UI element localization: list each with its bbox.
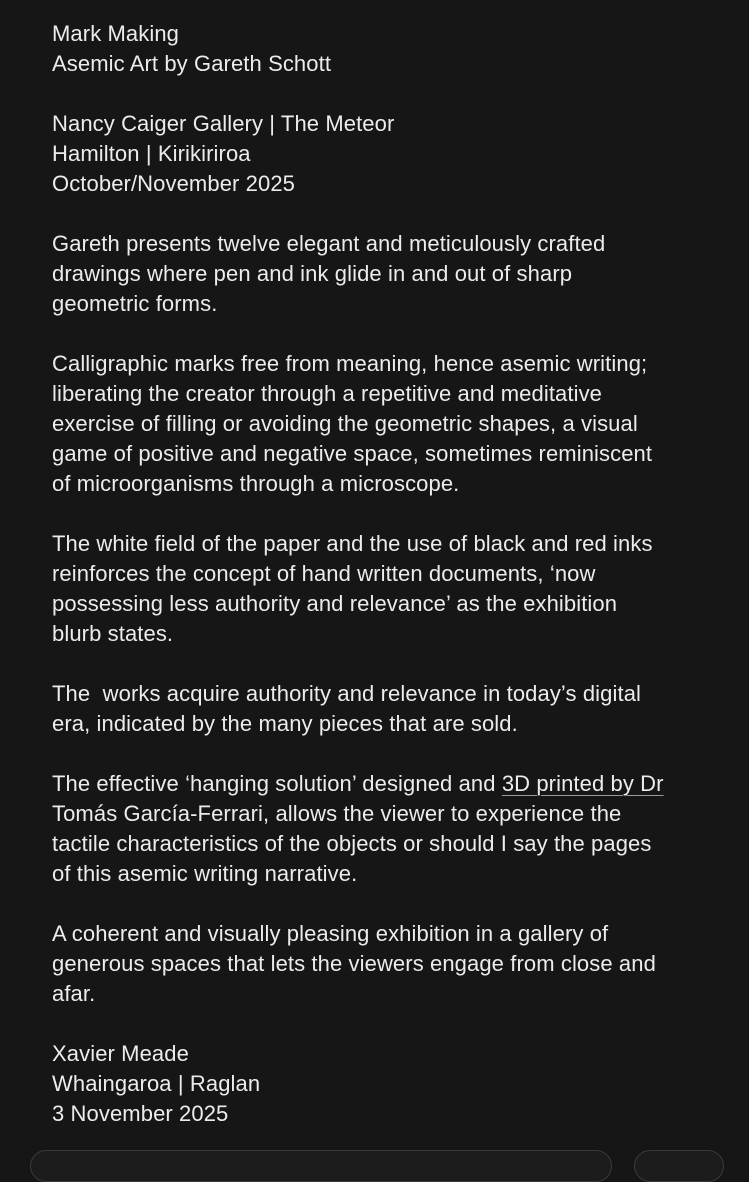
paragraph-1: [52, 229, 732, 319]
paragraph-line: The white field of the paper and the use of black and red inks: [52, 531, 653, 556]
paragraph-line: era, indicated by the many pieces that are sold.: [52, 711, 518, 736]
article-body: [52, 19, 732, 1129]
paragraph-line: of this asemic writing narrative.: [52, 861, 358, 886]
paragraph-line: The works acquire authority and relevance in today’s digital: [52, 681, 642, 706]
venue-dates: October/November 2025: [52, 171, 296, 196]
paragraph-line: liberating the creator through a repetitive and meditative: [52, 381, 603, 406]
paragraph-line: reinforces the concept of hand written documents, ‘now: [52, 561, 596, 586]
paragraph-line: Tomás García-Ferrari, allows the viewer to experience the: [52, 801, 622, 826]
paragraph-4: [52, 679, 732, 739]
venue-city: Hamilton | Kirikiriroa: [52, 141, 251, 166]
paragraph-line: afar.: [52, 981, 96, 1006]
signature: [52, 1039, 732, 1129]
paragraph-line: A coherent and visually pleasing exhibition in a gallery of: [52, 921, 609, 946]
exhibition-heading: [52, 19, 732, 79]
signature-location: Whaingaroa | Raglan: [52, 1071, 261, 1096]
paragraph-line: tactile characteristics of the objects or should I say the pages: [52, 831, 652, 856]
paragraph-5: [52, 769, 732, 889]
3d-printed-link[interactable]: 3D printed by Dr: [501, 771, 664, 796]
paragraph-line: game of positive and negative space, sometimes reminiscent: [52, 441, 653, 466]
paragraph-3: [52, 529, 732, 649]
paragraph-line: generous spaces that lets the viewers engage from close and: [52, 951, 656, 976]
paragraph-line: of microorganisms through a microscope.: [52, 471, 460, 496]
signature-date: 3 November 2025: [52, 1101, 229, 1126]
paragraph-2: [52, 349, 732, 499]
paragraph-line: Calligraphic marks free from meaning, hence asemic writing;: [52, 351, 648, 376]
paragraph-text: The effective ‘hanging solution’ designed and: [52, 771, 502, 796]
paragraph-line: possessing less authority and relevance’ as the exhibition: [52, 591, 618, 616]
paragraph-line-with-link: [52, 769, 732, 799]
signature-author: Xavier Meade: [52, 1041, 189, 1066]
exhibition-subtitle: Asemic Art by Gareth Schott: [52, 51, 332, 76]
paragraph-line: exercise of filling or avoiding the geometric shapes, a visual: [52, 411, 638, 436]
venue-info: [52, 109, 732, 199]
venue-gallery: Nancy Caiger Gallery | The Meteor: [52, 111, 395, 136]
paragraph-line: blurb states.: [52, 621, 174, 646]
action-button[interactable]: [634, 1150, 724, 1182]
bottom-toolbar: [0, 1146, 749, 1156]
reply-input[interactable]: [30, 1150, 612, 1182]
paragraph-line: geometric forms.: [52, 291, 218, 316]
paragraph-line: drawings where pen and ink glide in and out of sharp: [52, 261, 573, 286]
paragraph-line: Gareth presents twelve elegant and meticulously crafted: [52, 231, 606, 256]
paragraph-6: [52, 919, 732, 1009]
exhibition-title: Mark Making: [52, 21, 180, 46]
